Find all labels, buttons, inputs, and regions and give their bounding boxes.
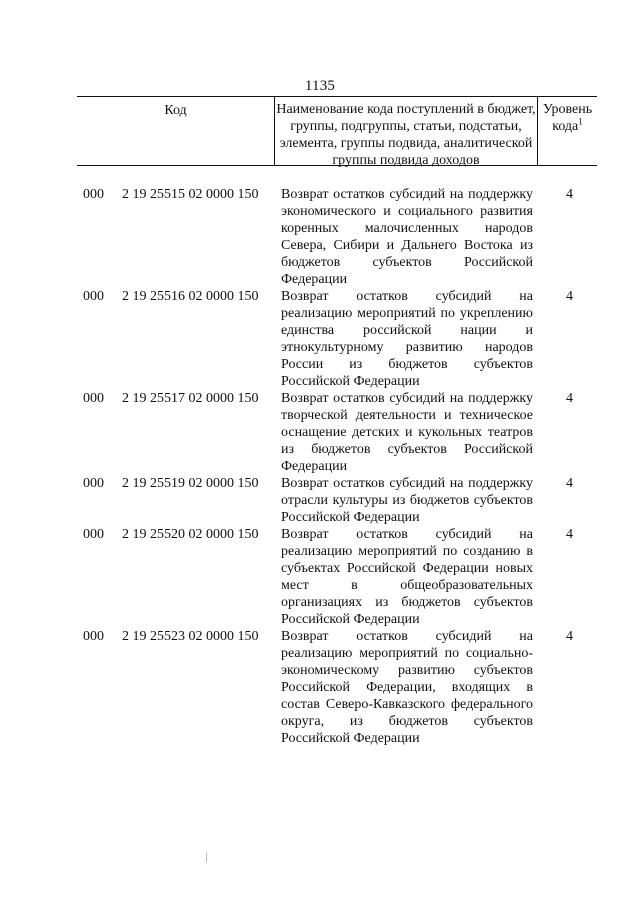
revenue-code: 2 19 25523 02 0000 150 <box>122 629 259 644</box>
revenue-name: Возврат остатков субсидий на реализацию мероприятий по укреплению единства российской нации и этнокультурному развитию народов России из бюджетов субъектов Российской Федерации <box>281 289 533 389</box>
admin-code: 000 <box>83 391 104 406</box>
revenue-code: 2 19 25515 02 0000 150 <box>122 187 259 202</box>
revenue-name: Возврат остатков субсидий на реализацию мероприятий по социально-экономическому развитию субъектов Российской Федерации, входящих в состав Северо-Кавказского федерального округа, из бюджетов субъектов Российской Федерации <box>281 629 533 746</box>
table-header <box>77 96 597 166</box>
revenue-code: 2 19 25517 02 0000 150 <box>122 391 259 406</box>
page-number: 1135 <box>304 78 336 94</box>
header-code: Код <box>77 97 275 165</box>
scan-mark <box>206 852 207 862</box>
code-level: 4 <box>566 391 573 406</box>
revenue-name: Возврат остатков субсидий на поддержку экономического и социального развития коренных малочисленных народов Севера, Сибири и Дальнего Востока из бюджетов субъектов Российской Федерации <box>281 187 533 287</box>
admin-code: 000 <box>83 527 104 542</box>
revenue-code: 2 19 25520 02 0000 150 <box>122 527 259 542</box>
table-row <box>0 390 640 475</box>
admin-code: 000 <box>83 476 104 491</box>
table-row <box>0 475 640 526</box>
table-row <box>0 186 640 288</box>
code-level: 4 <box>566 187 573 202</box>
revenue-name: Возврат остатков субсидий на реализацию мероприятий по созданию в субъектах Российской Федерации новых мест в общеобразовательных организациях из бюджетов субъектов Российской Федерации <box>281 527 533 627</box>
header-name: Наименование кода поступлений в бюджет, группы, подгруппы, статьи, подстатьи, элемента, группы подвида, аналитической группы подвида доходов <box>275 97 538 165</box>
revenue-name: Возврат остатков субсидий на поддержку отрасли культуры из бюджетов субъектов Российской Федерации <box>281 476 533 525</box>
admin-code: 000 <box>83 187 104 202</box>
code-level: 4 <box>566 629 573 644</box>
code-level: 4 <box>566 476 573 491</box>
revenue-name: Возврат остатков субсидий на поддержку творческой деятельности и техническое оснащение детских и кукольных театров из бюджетов субъектов Российской Федерации <box>281 391 533 474</box>
header-level <box>538 97 597 165</box>
table-body <box>0 186 640 747</box>
table-row <box>0 628 640 747</box>
header-level-label: Уровень кода <box>542 102 593 134</box>
admin-code: 000 <box>83 629 104 644</box>
code-level: 4 <box>566 527 573 542</box>
admin-code: 000 <box>83 289 104 304</box>
table-row <box>0 288 640 390</box>
header-level-footnote: 1 <box>578 116 583 127</box>
revenue-code: 2 19 25519 02 0000 150 <box>122 476 259 491</box>
code-level: 4 <box>566 289 573 304</box>
table-row <box>0 526 640 628</box>
revenue-code: 2 19 25516 02 0000 150 <box>122 289 259 304</box>
